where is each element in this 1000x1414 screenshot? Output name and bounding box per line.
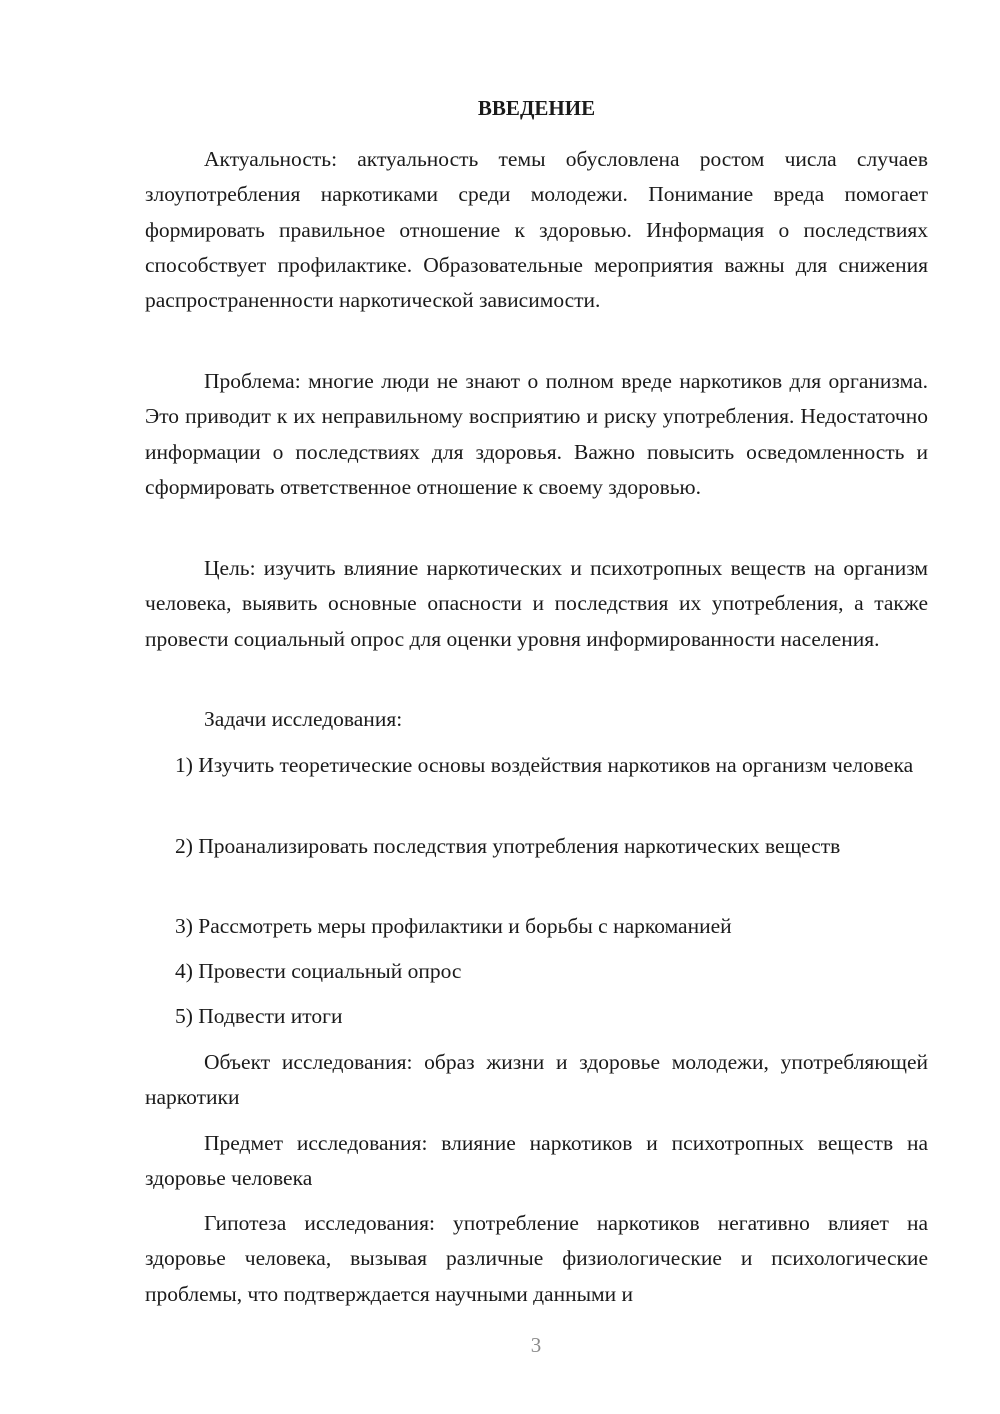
page-title-text: ВВЕДЕНИЕ — [477, 96, 596, 120]
goal-paragraph: Цель: изучить влияние наркотических и психотропных веществ на организм человека, выявить основные опасности и последствия их употребления, а также провести социальный опрос для оценки уровня информированности населения. — [145, 556, 928, 651]
task-item-2: 2) Проанализировать последствия употребления наркотических веществ — [175, 834, 841, 858]
tasks-heading: Задачи исследования: — [204, 707, 403, 731]
task-item-3: 3) Рассмотреть меры профилактики и борьбы с наркоманией — [175, 914, 732, 938]
task-item-5: 5) Подвести итоги — [175, 1004, 343, 1028]
task-item-1: 1) Изучить теоретические основы воздействия наркотиков на организм человека — [175, 753, 914, 777]
subject-paragraph: Предмет исследования: влияние наркотиков и психотропных веществ на здоровье человека — [145, 1131, 928, 1191]
page-title — [145, 96, 928, 121]
page-number: 3 — [530, 1333, 542, 1357]
relevance-paragraph: Актуальность: актуальность темы обусловлена ростом числа случаев злоупотребления наркотиками среди молодежи. Понимание вреда помогает формировать правильное отношение к здоровью. Информация о последствиях способствует профилактике. Образовательные мероприятия важны для снижения распространенности наркотической зависимости. — [145, 147, 928, 313]
hypothesis-paragraph: Гипотеза исследования: употребление наркотиков негативно влияет на здоровье человека, вызывая различные физиологические и психологические проблемы, что подтверждается научными данными и — [145, 1211, 928, 1306]
object-paragraph: Объект исследования: образ жизни и здоровье молодежи, употребляющей наркотики — [145, 1050, 928, 1110]
task-item-4: 4) Провести социальный опрос — [175, 959, 462, 983]
problem-paragraph: Проблема: многие люди не знают о полном вреде наркотиков для организма. Это приводит к их неправильному восприятию и риску употребления. Недостаточно информации о последствиях для здоровья. Важно повысить осведомленность и сформировать ответственное отношение к своему здоровью. — [145, 369, 928, 499]
